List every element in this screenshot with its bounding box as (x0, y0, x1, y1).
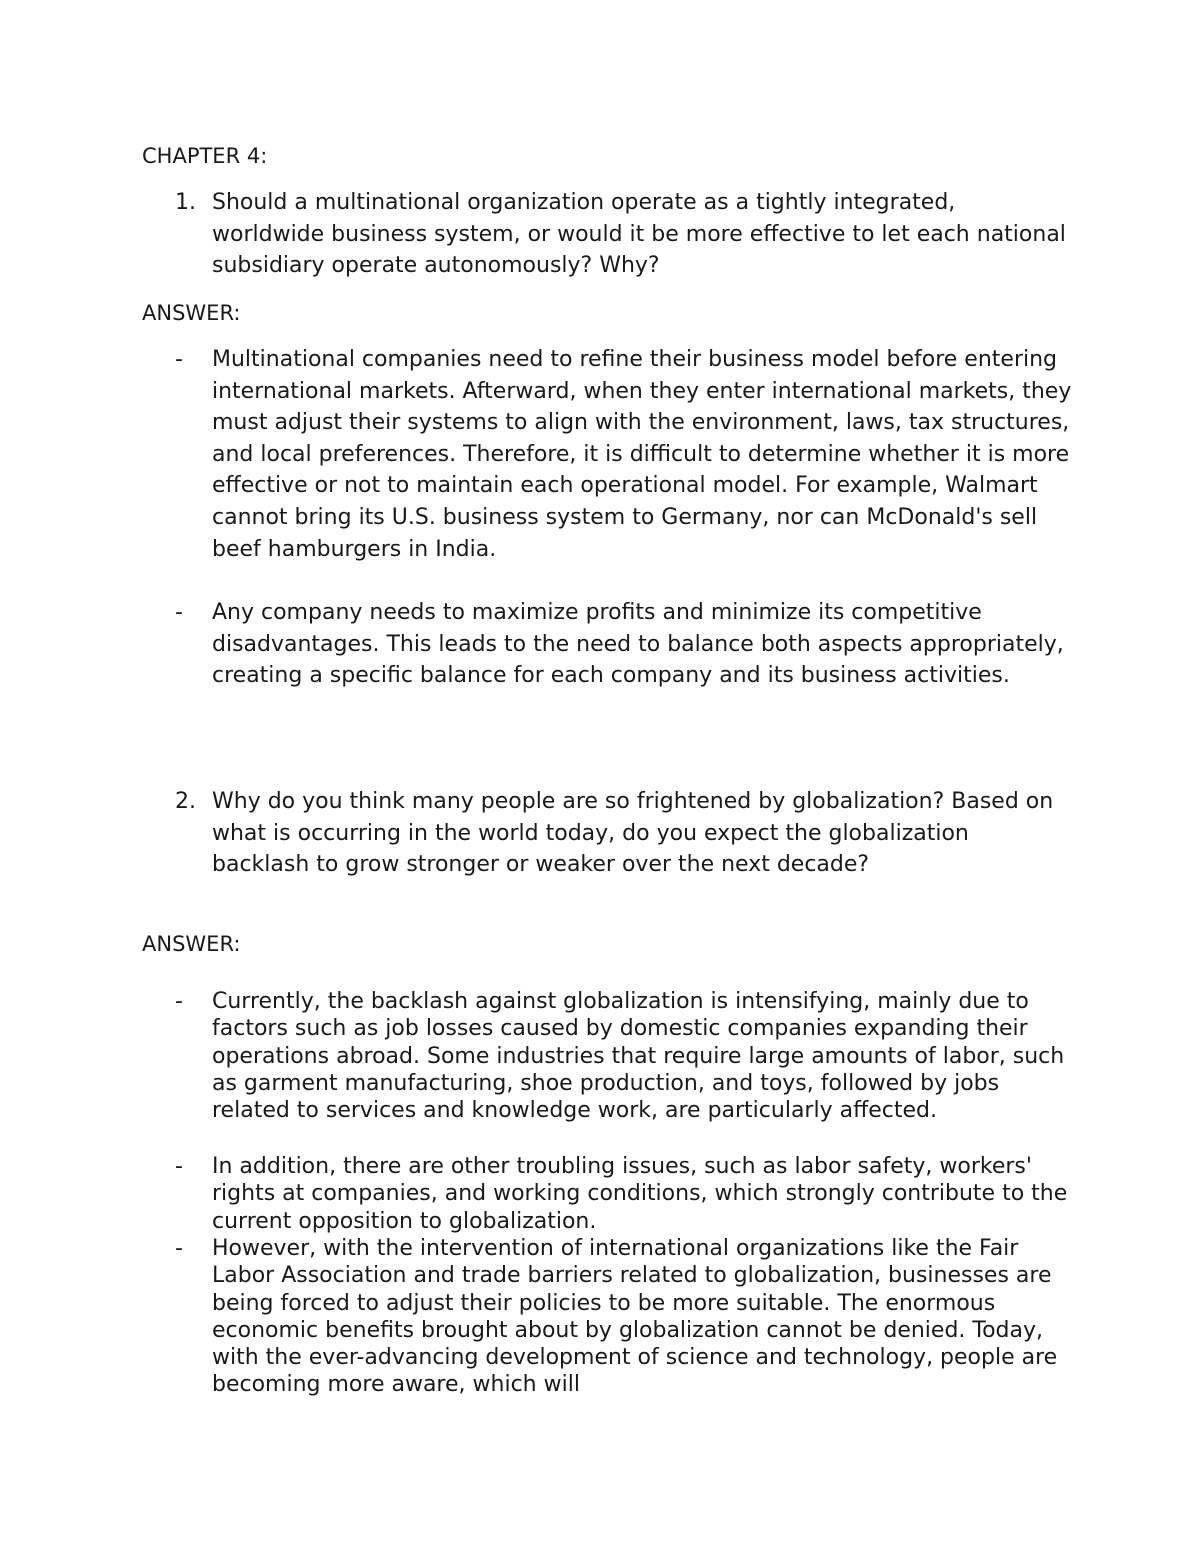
answer-1-bullet-2-text: Any company needs to maximize profits and minimize its competitive disadvantages. This leads to the need to balance both aspects appropriately, creating a specific balance for each company and its business activities. (212, 600, 1064, 689)
question-1-number: 1. (175, 190, 196, 215)
question-2 (142, 786, 1072, 881)
bullet-dash: - (175, 1154, 183, 1179)
bullet-dash: - (175, 1236, 183, 1261)
answer-2-bullet-1-text: Currently, the backlash against globalization is intensifying, mainly due to factors such as job losses caused by domestic companies expanding their operations abroad. Some industries that require large amounts of labor, such as garment manufacturing, shoe production, and toys, followed by jobs related to services and knowledge work, are particularly affected. (212, 989, 1065, 1124)
question-2-text: Why do you think many people are so frightened by globalization? Based on what is occurring in the world today, do you expect the globalization backlash to grow stronger or weaker over the next decade? (212, 789, 1054, 878)
bullet-dash: - (175, 347, 183, 372)
bullet-dash: - (175, 600, 183, 625)
answer-1-bullet-1 (142, 344, 1072, 565)
question-1 (142, 187, 1072, 282)
answer-1-bullet-1-text: Multinational companies need to refine their business model before entering international markets. Afterward, when they enter international markets, they must adjust their systems to align with the environment, laws, tax structures, and local preferences. Therefore, it is difficult to determine whether it is more effective or not to maintain each operational model. For example, Walmart cannot bring its U.S. business system to Germany, nor can McDonald's sell beef hamburgers in India. (212, 347, 1072, 562)
answer-2-bullet-2-text: In addition, there are other troubling issues, such as labor safety, workers' rights at companies, and working conditions, which strongly contribute to the current opposition to globalization. (212, 1154, 1068, 1234)
answer-2-bullet-3-text: However, with the intervention of international organizations like the Fair Labor Association and trade barriers related to globalization, businesses are being forced to adjust their policies to be more suitable. The enormous economic benefits brought about by globalization cannot be denied. Today, with the ever-advancing development of science and technology, people are becoming more aware, which will (212, 1236, 1058, 1398)
question-2-number: 2. (175, 789, 196, 814)
answer-2-bullet-3 (142, 1235, 1072, 1399)
answer-2-bullet-2 (142, 1153, 1072, 1235)
answer-1-label: ANSWER: (142, 301, 241, 325)
answer-1-bullet-2 (142, 597, 1072, 692)
question-1-text: Should a multinational organization operate as a tightly integrated, worldwide business system, or would it be more effective to let each national subsidiary operate autonomously? Why? (212, 190, 1066, 279)
answer-2-bullet-1 (142, 988, 1072, 1124)
bullet-dash: - (175, 989, 183, 1014)
chapter-title: CHAPTER 4: (142, 144, 268, 168)
answer-2-label: ANSWER: (142, 932, 241, 956)
